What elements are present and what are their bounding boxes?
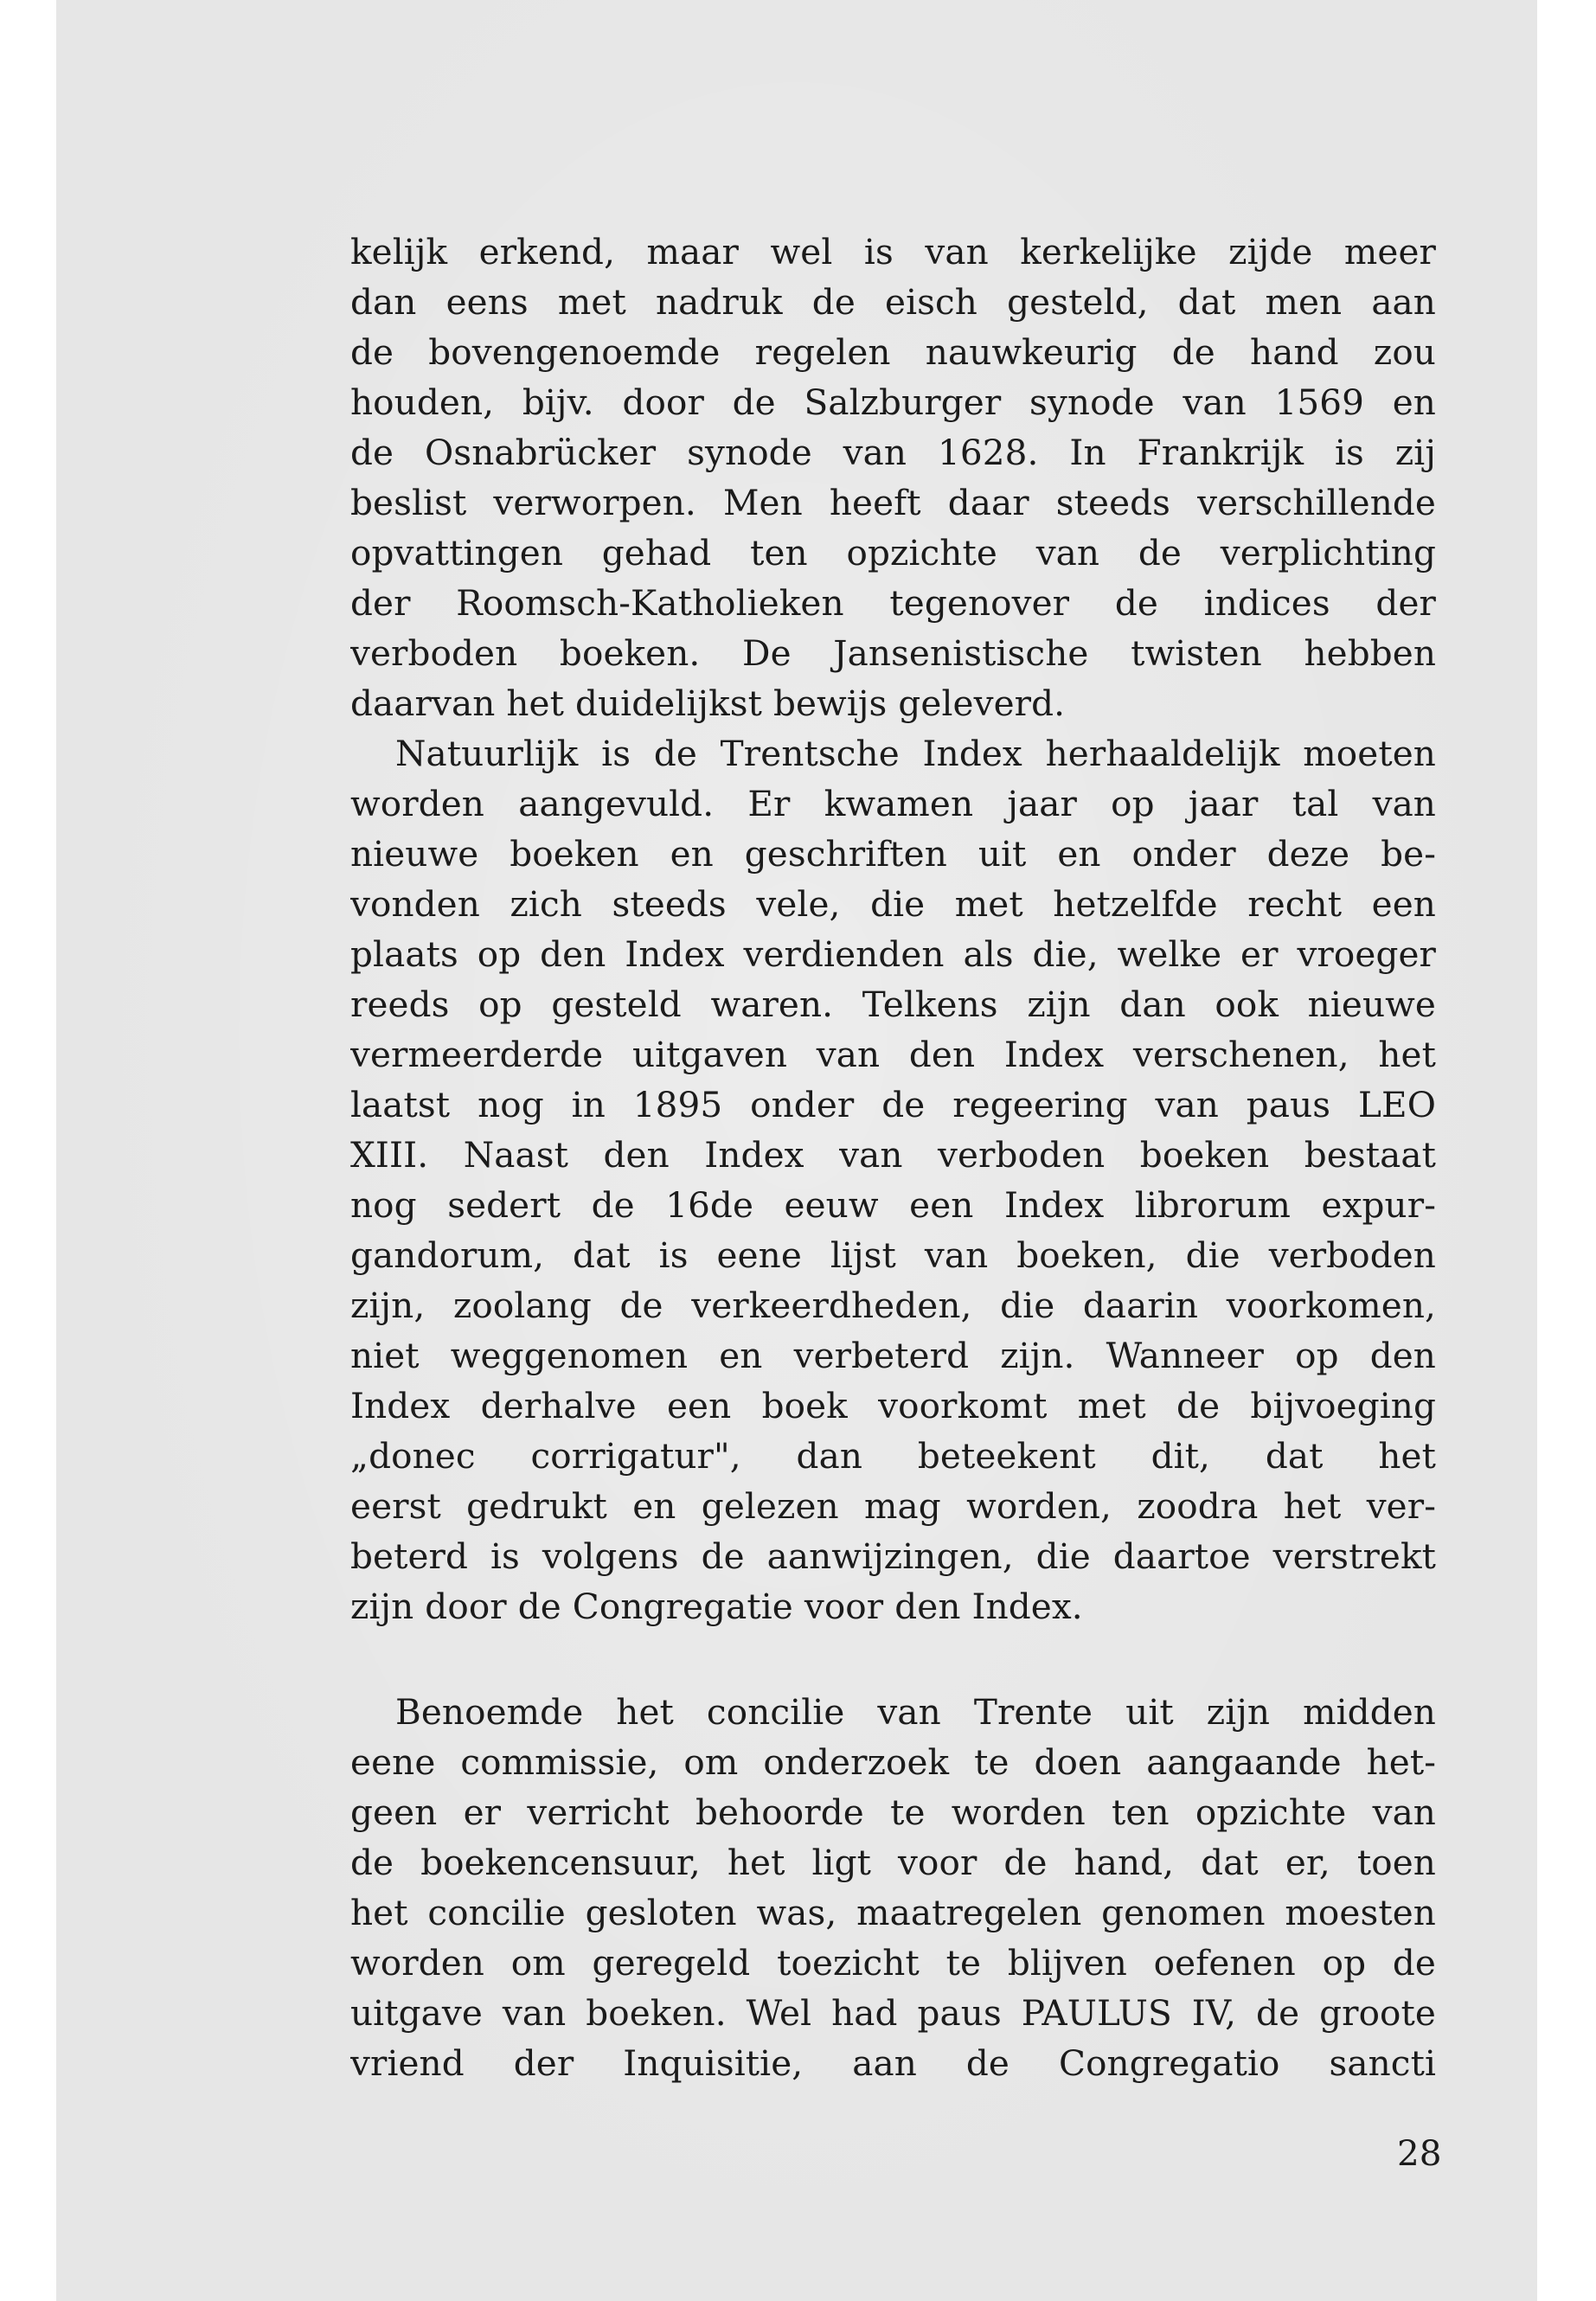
text-line: Index derhalve een boek voorkomt met de bijvoeging [350, 1385, 1436, 1426]
text-line: het concilie gesloten was, maatregelen genomen moesten [350, 1892, 1436, 1933]
text-line: zijn door de Congregatie voor den Index. [350, 1586, 1083, 1627]
text-line: worden om geregeld toezicht te blijven oefenen op de [350, 1942, 1436, 1984]
text-line: worden aangevuld. Er kwamen jaar op jaar tal van [350, 783, 1436, 824]
text-line: vonden zich steeds vele, die met hetzelfde recht een [350, 883, 1436, 925]
text-line: niet weggenomen en verbeterd zijn. Wanneer op den [350, 1335, 1436, 1376]
text-line: reeds op gesteld waren. Telkens zijn dan ook nieuwe [350, 984, 1436, 1025]
text-line: der Roomsch-Katholieken tegenover de indices der [350, 582, 1436, 624]
text-line: uitgave van boeken. Wel had paus PAULUS IV, de groote [350, 1992, 1436, 2034]
text-line: geen er verricht behoorde te worden ten opzichte van [350, 1791, 1436, 1833]
text-line: nog sedert de 16de eeuw een Index librorum expur- [350, 1184, 1436, 1226]
text-line: nieuwe boeken en geschriften uit en onder deze be- [350, 833, 1436, 875]
text-line: verboden boeken. De Jansenistische twisten hebben [350, 632, 1436, 674]
text-line: de bovengenoemde regelen nauwkeurig de hand zou [350, 331, 1436, 373]
text-line: „donec corrigatur", dan beteekent dit, dat het [350, 1435, 1436, 1477]
text-line: eerst gedrukt en gelezen mag worden, zoodra het ver- [350, 1485, 1436, 1527]
text-line: houden, bijv. door de Salzburger synode van 1569 en [350, 381, 1436, 423]
text-line: opvattingen gehad ten opzichte van de verplichting [350, 532, 1436, 574]
paragraph-1 [350, 227, 1436, 1631]
text-line: dan eens met nadruk de eisch gesteld, dat men aan [350, 281, 1436, 323]
text-line: vriend der Inquisitie, aan de Congregatio sancti [350, 2042, 1436, 2084]
text-line: vermeerderde uitgaven van den Index verschenen, het [350, 1034, 1436, 1075]
book-page [56, 0, 1537, 2301]
text-line: laatst nog in 1895 onder de regeering van paus LEO [350, 1084, 1436, 1125]
text-line: XIII. Naast den Index van verboden boeken bestaat [350, 1134, 1436, 1176]
text-line: kelijk erkend, maar wel is van kerkelijke zijde meer [350, 231, 1436, 272]
text-line: de Osnabrücker synode van 1628. In Frankrijk is zij [350, 432, 1436, 473]
text-line: plaats op den Index verdienden als die, welke er vroeger [350, 933, 1436, 975]
text-line: eene commissie, om onderzoek te doen aangaande het- [350, 1741, 1436, 1783]
text-line-indented: Benoemde het concilie van Trente uit zijn midden [395, 1691, 1436, 1733]
text-line: de boekencensuur, het ligt voor de hand, dat er, toen [350, 1842, 1436, 1883]
text-line-indented: Natuurlijk is de Trentsche Index herhaaldelijk moeten [395, 733, 1436, 774]
text-line: beterd is volgens de aanwijzingen, die daartoe verstrekt [350, 1535, 1436, 1577]
paragraph-2 [350, 1687, 1436, 2088]
text-line: gandorum, dat is eene lijst van boeken, die verboden [350, 1234, 1436, 1276]
text-line: beslist verworpen. Men heeft daar steeds verschillende [350, 482, 1436, 523]
text-line: daarvan het duidelijkst bewijs geleverd. [350, 683, 1066, 724]
page-number: 28 [1397, 2132, 1442, 2174]
text-line: zijn, zoolang de verkeerdheden, die daarin voorkomen, [350, 1285, 1436, 1326]
